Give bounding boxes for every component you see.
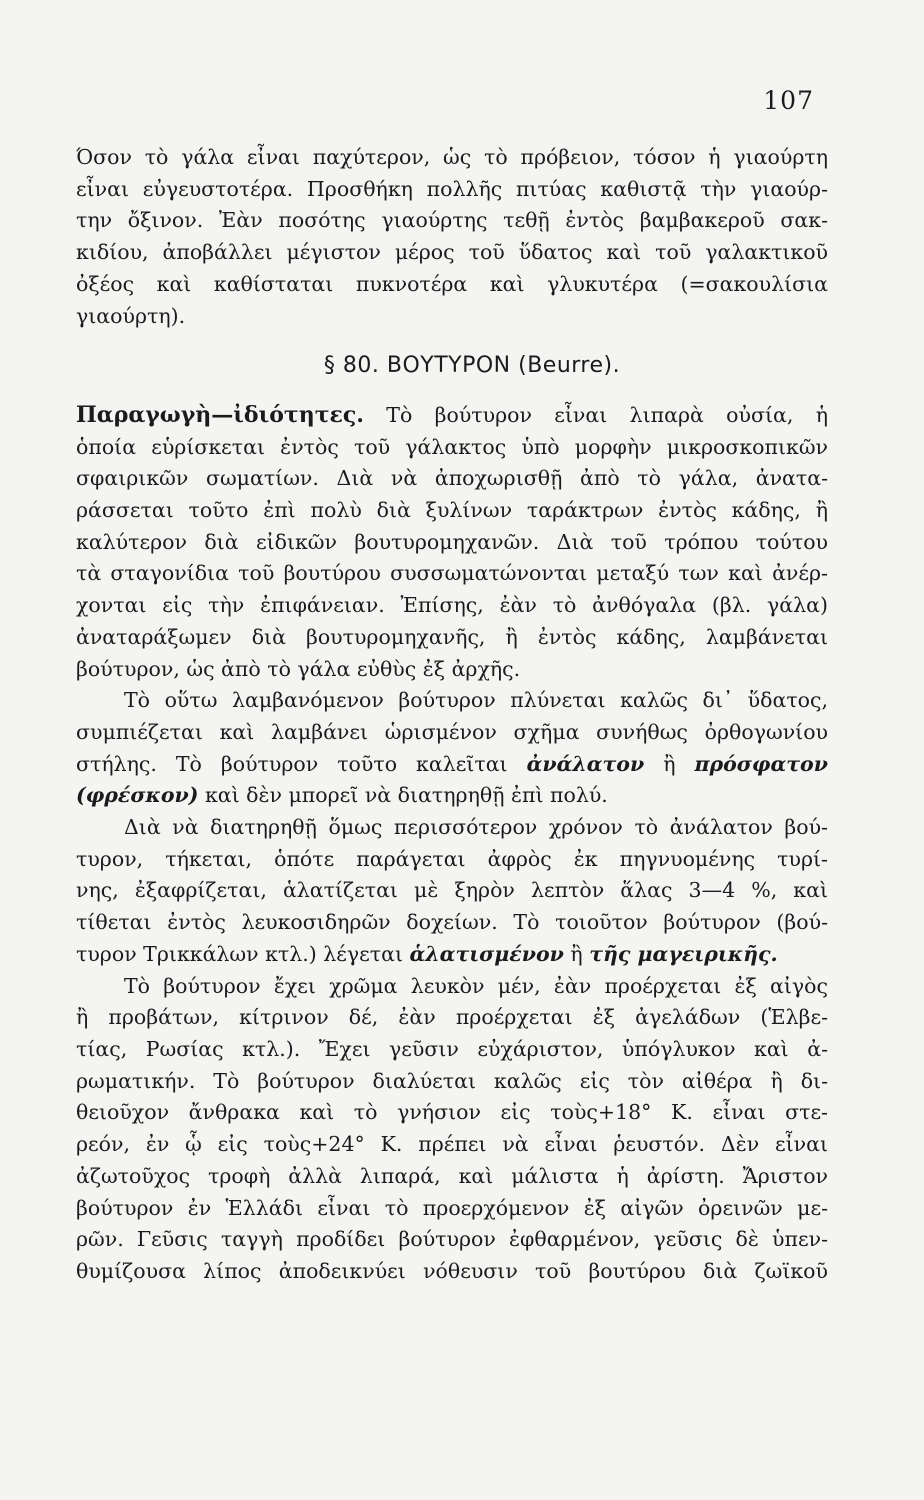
- emphasis-term: (φρέσκον): [76, 783, 199, 808]
- emphasis-term: ἁλατισμένον: [409, 941, 564, 966]
- text-line: Όσον τὸ γάλα εἶναι παχύτερον, ὡς τὸ πρόβειον, τόσον ἡ γιαούρτη: [76, 145, 828, 169]
- page-body: [76, 142, 828, 1288]
- text-line: τυρον, τήκεται, ὁπότε παράγεται ἀφρὸς ἐκ πηγνυομένης τυρί-: [76, 846, 828, 871]
- text-line: ἢ προβάτων, κίτρινον δέ, ἐὰν προέρχεται ἐξ ἀγελάδων (Ἑλβε-: [76, 1005, 828, 1030]
- text-line: χονται εἰς τὴν ἐπιφάνειαν. Ἐπίσης, ἐὰν τὸ ἀνθόγαλα (βλ. γάλα): [76, 593, 828, 618]
- text-line: [76, 780, 828, 812]
- text-line: Τὸ οὕτω λαμβανόμενον βούτυρον πλύνεται καλῶς δι᾽ ὕδατος,: [124, 688, 828, 713]
- page-number: 107: [763, 86, 814, 115]
- text-line: θειοῦχον ἄνθρακα καὶ τὸ γνήσιον εἰς τοὺς+18° Κ. εἶναι στε-: [76, 1100, 828, 1125]
- section-heading: § 80. ΒΟΥΤΥΡΟΝ (Beurre).: [323, 353, 621, 379]
- text-line: νης, ἐξαφρίζεται, ἁλατίζεται μὲ ξηρὸν λεπτὸν ἅλας 3—4 %, καὶ: [76, 878, 828, 903]
- text-line: βούτυρον ἐν Ἑλλάδι εἶναι τὸ προερχόμενον ἐξ αἰγῶν ὀρεινῶν με-: [76, 1195, 828, 1220]
- text-line: ρῶν. Γεῦσις ταγγὴ προδίδει βούτυρον ἐφθαρμένον, γεῦσις δὲ ὑπεν-: [76, 1227, 828, 1252]
- text-fragment: καὶ δὲν μπορεῖ νὰ διατηρηθῇ ἐπὶ πολύ.: [204, 783, 608, 808]
- text-line: Τὸ βούτυρον ἔχει χρῶμα λευκὸν μέν, ἐὰν προέρχεται ἐξ αἰγὸς: [124, 973, 828, 998]
- text-line: καλύτερον διὰ εἰδικῶν βουτυρομηχανῶν. Διὰ τοῦ τρόπου τούτου: [76, 529, 828, 554]
- text-line: ρεόν, ἐν ᾧ εἰς τοὺς+24° Κ. πρέπει νὰ εἶναι ῥευστόν. Δὲν εἶναι: [76, 1132, 828, 1157]
- text-line: [76, 939, 828, 971]
- text-line: την ὄξινον. Ἐὰν ποσότης γιαούρτης τεθῇ ἐντὸς βαμβακεροῦ σακ-: [76, 208, 828, 233]
- emphasis-term: πρόσφατον: [694, 751, 828, 776]
- text-fragment: τυρον Τρικκάλων κτλ.) λέγεται: [76, 941, 403, 966]
- text-line: κιδίου, ἀποβάλλει μέγιστον μέρος τοῦ ὕδατος καὶ τοῦ γαλακτικοῦ: [76, 240, 828, 265]
- text-line: γιαούρτη).: [76, 303, 186, 328]
- text-line: [76, 400, 828, 432]
- text-line: τίας, Ρωσίας κτλ.). Ἔχει γεῦσιν εὐχάριστον, ὑπόγλυκον καὶ ἀ-: [76, 1036, 828, 1061]
- text-line: βούτυρον, ὡς ἀπὸ τὸ γάλα εὐθὺς ἐξ ἀρχῆς.: [76, 656, 521, 681]
- text-line: ὀξέος καὶ καθίσταται πυκνοτέρα καὶ γλυκυτέρα (=σακουλίσια: [76, 271, 828, 296]
- text-line: εἶναι εὐγευστοτέρα. Προσθήκη πολλῆς πιτύας καθιστᾷ τὴν γιαούρ-: [76, 176, 828, 201]
- subsection-title: Παραγωγὴ—ἰδιότητες.: [76, 401, 364, 428]
- text-line: τὰ σταγονίδια τοῦ βουτύρου συσσωματώνονται μεταξύ των καὶ ἀνέρ-: [76, 561, 828, 586]
- text-line: ἀναταράξωμεν διὰ βουτυρομηχανῆς, ἢ ἐντὸς κάδης, λαμβάνεται: [76, 624, 828, 649]
- text-line: θυμίζουσα λίπος ἀποδεικνύει νόθευσιν τοῦ βουτύρου διὰ ζωϊκοῦ: [76, 1258, 828, 1283]
- text-line: σφαιρικῶν σωματίων. Διὰ νὰ ἀποχωρισθῇ ἀπὸ τὸ γάλα, ἀνατα-: [76, 466, 828, 491]
- emphasis-term: τῆς μαγειρικῆς.: [589, 941, 778, 966]
- text-line: ρωματικήν. Τὸ βούτυρον διαλύεται καλῶς εἰς τὸν αἰθέρα ἢ δι-: [76, 1068, 828, 1093]
- text-fragment: Τὸ βούτυρον εἶναι λιπαρὰ οὐσία, ἡ: [386, 402, 828, 427]
- text-fragment: στήλης. Τὸ βούτυρον τοῦτο καλεῖται: [76, 751, 508, 776]
- text-line: ἀζωτοῦχος τροφὴ ἀλλὰ λιπαρά, καὶ μάλιστα ἡ ἀρίστη. Ἄριστον: [76, 1163, 828, 1188]
- emphasis-term: ἀνάλατον: [526, 751, 645, 776]
- text-line: ὁποία εὑρίσκεται ἐντὸς τοῦ γάλακτος ὑπὸ μορφὴν μικροσκοπικῶν: [76, 434, 828, 459]
- text-line: τίθεται ἐντὸς λευκοσιδηρῶν δοχείων. Τὸ τοιοῦτον βούτυρον (βού-: [76, 910, 828, 935]
- text-line: συμπιέζεται καὶ λαμβάνει ὡρισμένον σχῆμα συνήθως ὀρθογωνίου: [76, 719, 828, 744]
- text-fragment: ἢ: [570, 941, 583, 966]
- text-line: Διὰ νὰ διατηρηθῇ ὅμως περισσότερον χρόνον τὸ ἀνάλατον βού-: [124, 815, 828, 840]
- text-fragment: ἢ: [663, 751, 676, 776]
- text-line: ράσσεται τοῦτο ἐπὶ πολὺ διὰ ξυλίνων ταράκτρων ἐντὸς κάδης, ἢ: [76, 498, 828, 523]
- text-line: [76, 749, 828, 781]
